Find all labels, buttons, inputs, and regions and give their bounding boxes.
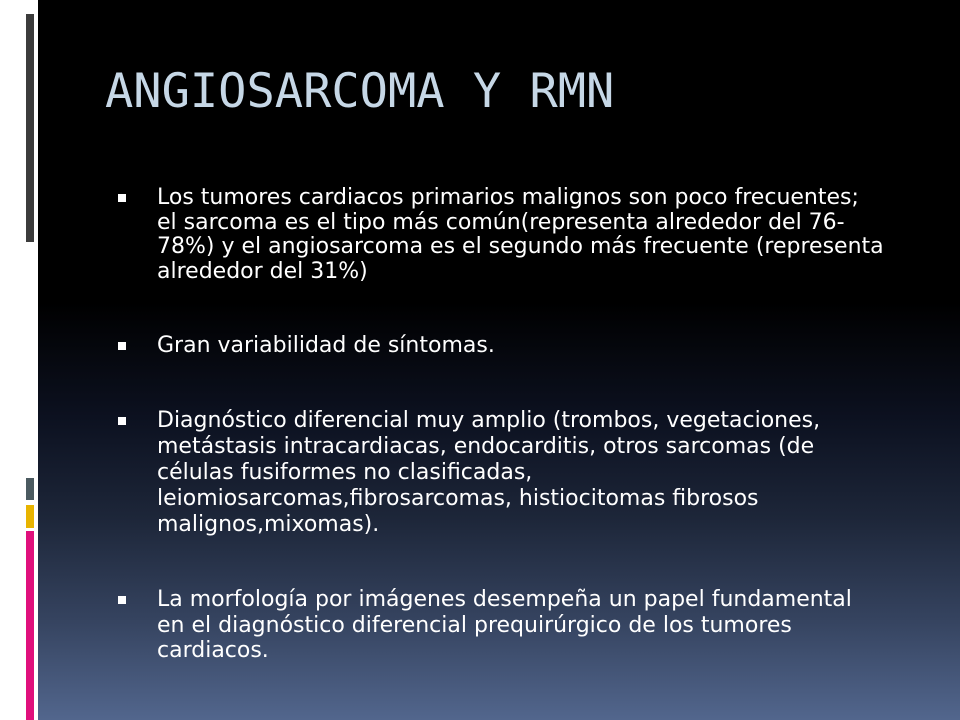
bullet-item <box>157 408 820 538</box>
accent-bar-dark <box>26 14 34 242</box>
accent-bar-gray <box>26 478 34 500</box>
square-bullet-icon <box>118 417 126 425</box>
square-bullet-icon <box>118 596 126 604</box>
slide-title: ANGIOSARCOMA Y RMN <box>105 64 615 119</box>
accent-bar-gold <box>26 505 34 528</box>
bullet-text-line: 78%) y el angiosarcoma es el segundo más frecuente (representa <box>157 234 884 259</box>
square-bullet-icon <box>118 342 126 350</box>
bullet-item <box>157 587 852 664</box>
accent-bar-magenta <box>26 531 34 720</box>
bullet-text-line: Los tumores cardiacos primarios malignos son poco frecuentes; <box>157 185 859 210</box>
square-bullet-icon <box>118 194 126 202</box>
bullet-item <box>157 186 884 284</box>
bullet-text-line: malignos,mixomas). <box>157 512 380 537</box>
bullet-text-line: leiomiosarcomas,fibrosarcomas, histiocitomas fibrosos <box>157 486 759 511</box>
bullet-text-line: Diagnóstico diferencial muy amplio (trombos, vegetaciones, <box>157 408 821 433</box>
bullet-text-line: cardiacos. <box>157 638 269 663</box>
bullet-text-line: células fusiformes no clasificadas, <box>157 460 533 485</box>
bullet-text-line: metástasis intracardiacas, endocarditis, otros sarcomas (de <box>157 434 815 459</box>
bullet-text-line: el sarcoma es el tipo más común(representa alrededor del 76- <box>157 209 845 235</box>
bullet-text-line: alrededor del 31%) <box>157 258 368 284</box>
bullet-text-line: La morfología por imágenes desempeña un papel fundamental <box>157 587 852 612</box>
bullet-text-line: en el diagnóstico diferencial prequirúrgico de los tumores <box>157 612 792 638</box>
bullet-text-line: Gran variabilidad de síntomas. <box>157 333 495 358</box>
left-accent-strip <box>0 0 38 720</box>
bullet-item <box>157 333 495 358</box>
